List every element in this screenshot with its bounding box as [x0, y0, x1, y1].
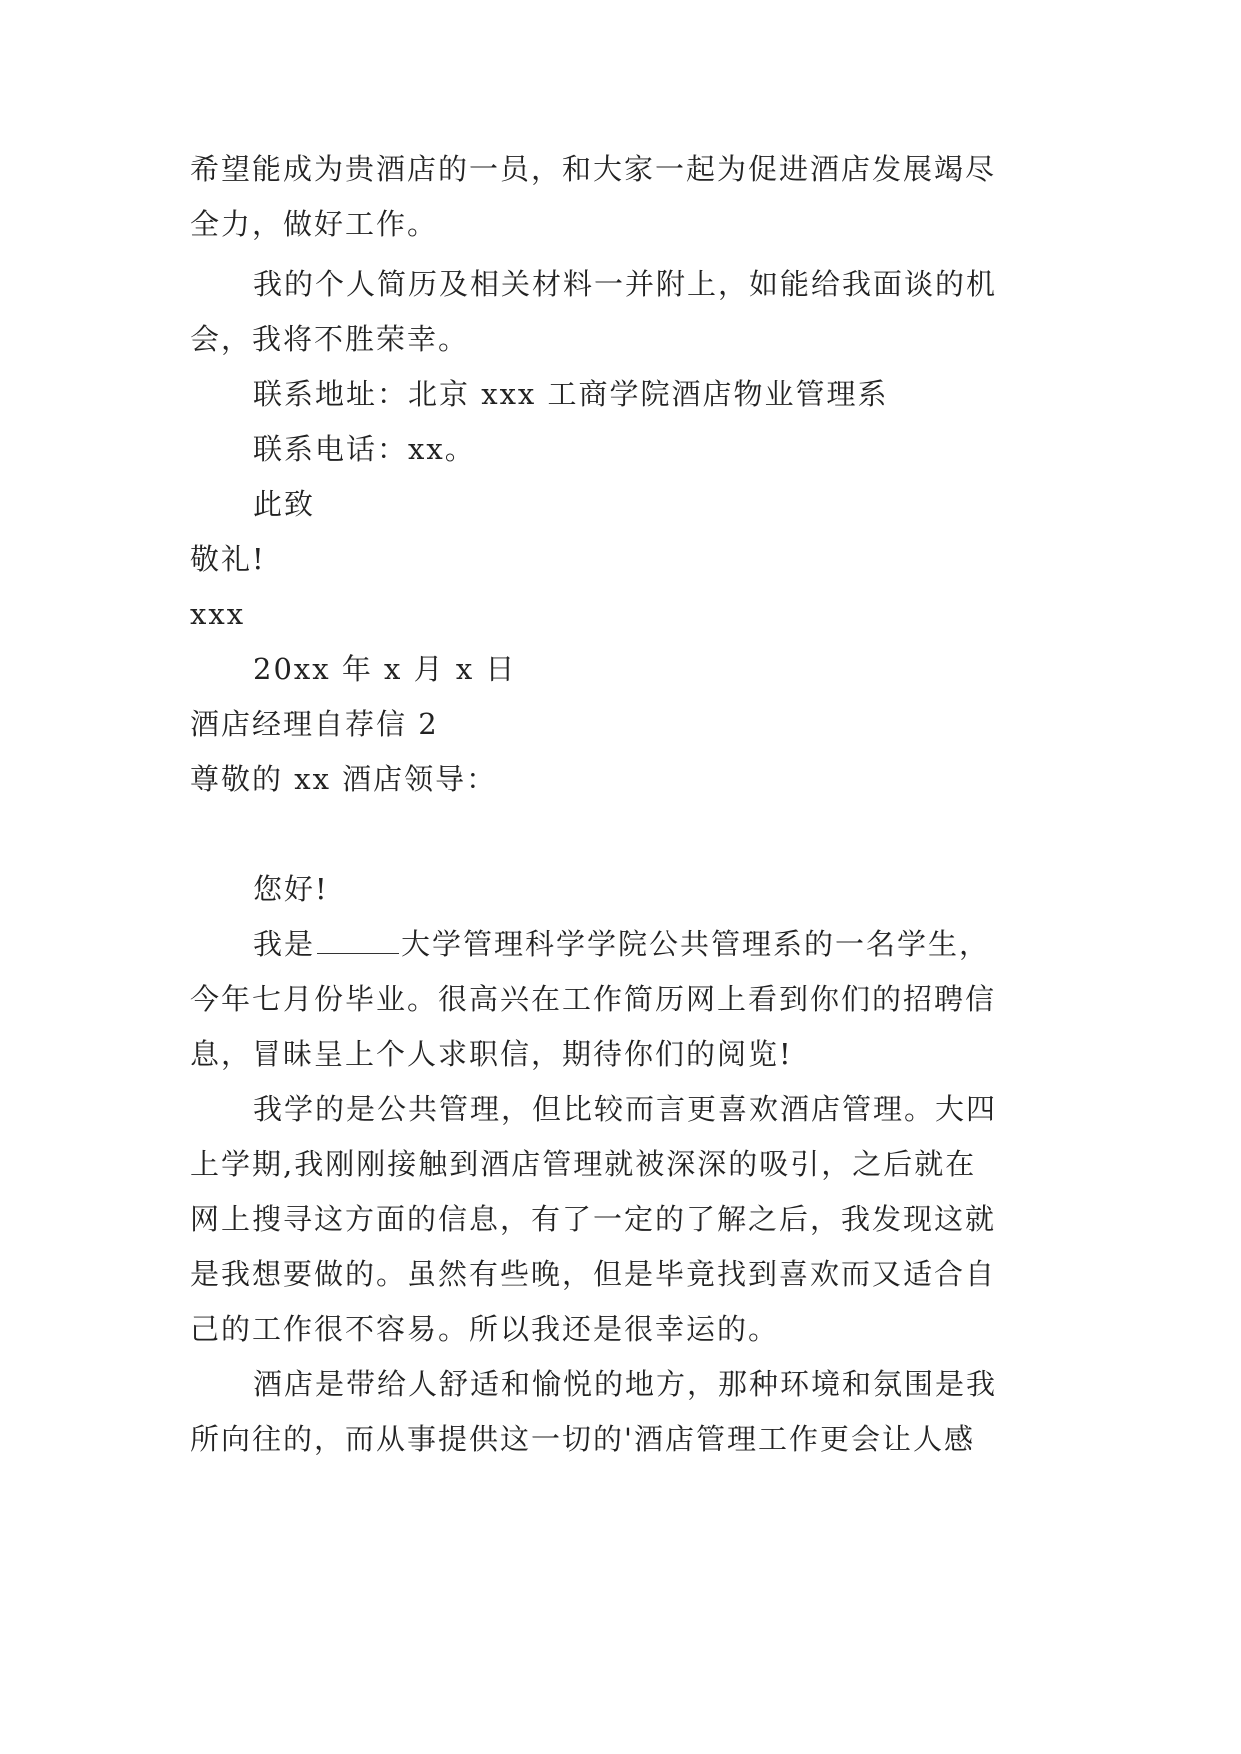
- text-line: 是我想要做的。虽然有些晚，但是毕竟找到喜欢而又适合自: [190, 1257, 997, 1291]
- text-line: 联系电话：xx。: [253, 432, 476, 466]
- text-line: 网上搜寻这方面的信息，有了一定的了解之后，我发现这就: [190, 1202, 997, 1236]
- text-line: 全力，做好工作。: [190, 207, 439, 241]
- text-line: 己的工作很不容易。所以我还是很幸运的。: [190, 1312, 780, 1346]
- text-line: 酒店是带给人舒适和愉悦的地方，那种环境和氛围是我: [253, 1367, 998, 1401]
- text-line: 尊敬的 xx 酒店领导：: [190, 762, 498, 796]
- text-line: 我的个人简历及相关材料一并附上，如能给我面谈的机: [253, 267, 998, 301]
- text-line: 您好!: [253, 872, 329, 906]
- text-line: 此致: [253, 487, 316, 521]
- text-line: 联系地址：北京 xxx 工商学院酒店物业管理系: [253, 377, 889, 411]
- text-line: 上学期,我刚刚接触到酒店管理就被深深的吸引，之后就在: [190, 1147, 977, 1181]
- text-line: 今年七月份毕业。很高兴在工作简历网上看到你们的招聘信: [190, 982, 997, 1016]
- text-line: 所向往的，而从事提供这一切的'酒店管理工作更会让人感: [190, 1422, 975, 1456]
- text-line: [253, 927, 991, 961]
- text-segment: 大学管理科学学院公共管理系的一名学生，: [401, 927, 991, 961]
- text-line: xxx: [190, 597, 246, 631]
- text-line: 我学的是公共管理，但比较而言更喜欢酒店管理。大四: [253, 1092, 998, 1126]
- text-line: 希望能成为贵酒店的一员，和大家一起为促进酒店发展竭尽: [190, 152, 997, 186]
- fill-in-blank: [317, 931, 399, 954]
- text-line: 敬礼!: [190, 542, 266, 576]
- text-line: 酒店经理自荐信 2: [190, 707, 439, 741]
- text-line: 会，我将不胜荣幸。: [190, 322, 470, 356]
- text-line: 20xx 年 x 月 x 日: [253, 652, 517, 686]
- text-line: 息，冒昧呈上个人求职信，期待你们的阅览!: [190, 1037, 793, 1071]
- text-segment: 我是: [253, 927, 316, 961]
